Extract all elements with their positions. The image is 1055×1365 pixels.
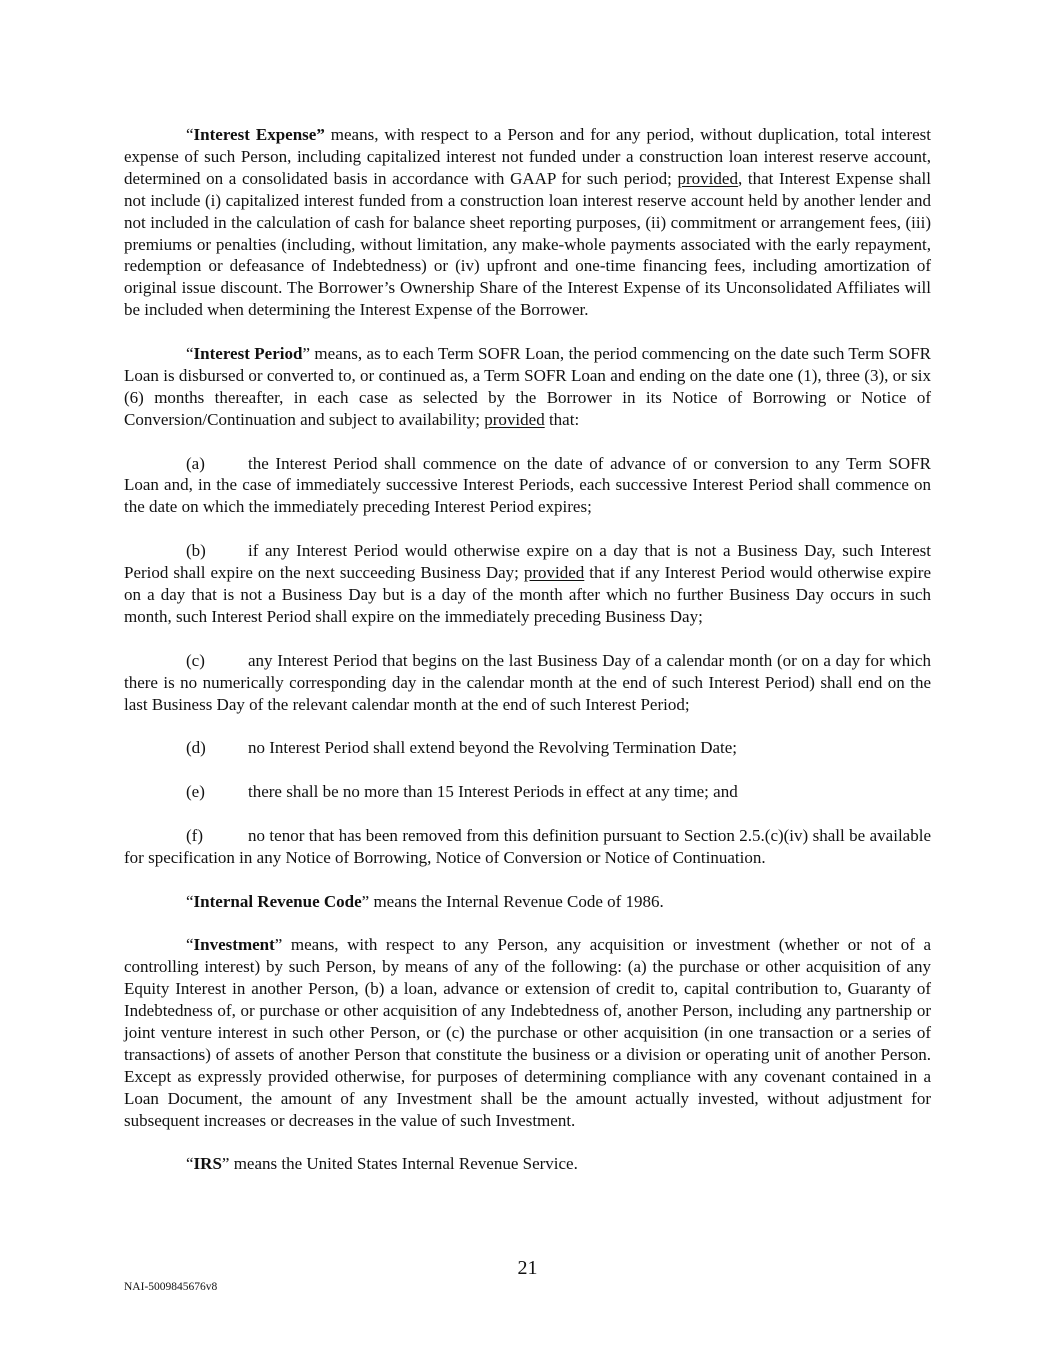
clause-label: (a) [186,453,205,473]
document-body [124,124,931,1175]
clause-label: (d) [186,738,206,758]
clause-a [124,453,931,519]
clause-d [124,737,931,759]
definition-text: means, with respect to a Person and for any period, without duplication, total interest expense of such Person, including capitalized interest not funded under a construction loan interest reserve account, determined on a consolidated basis in accordance with GAAP for such period; [124,125,931,188]
open-quote: “ [186,344,194,364]
clause-b [124,540,931,628]
clause-label: (f) [186,825,203,845]
document-id: NAI-5009845676v8 [124,1281,218,1293]
clause-text: any Interest Period that begins on the last Business Day of a calendar month (or on a day for which there is no numerically corresponding day in the calendar month at the end of such Interest Period) shall end on the last Business Day of the relevant calendar month at the end of such Interest Period; [124,650,931,714]
page-number: 21 [517,1257,538,1279]
definition-text: , that Interest Expense shall not include (i) capitalized interest funded from a construction loan interest reserve account held by another lender and not included in the calculation of cash for balance sheet reporting purposes, (ii) commitment or arrangement fees, (iii) premiums or penalties (including, without limitation, any make-whole payments associated with the early repayment, redemption or defeasance of Indebtedness) or (iv) upfront and one-time financing fees, including amortization of original issue discount. The Borrower’s Ownership Share of the Interest Expense of its Unconsolidated Affiliates will be included when determining the Interest Expense of the Borrower. [124,168,932,320]
clause-f [124,825,931,869]
provided-underlined: provided [677,168,738,188]
clause-text: no tenor that has been removed from this definition pursuant to Section 2.5.(c)(iv) shall be available for specification in any Notice of Borrowing, Notice of Conversion or Notice of Continuation. [124,825,931,867]
definition-irs [124,1153,931,1175]
defined-term: Investment [193,935,275,955]
definition-text: that: [544,409,580,429]
definition-text: means, with respect to any Person, any acquisition or investment (whether or not of a controlling interest) by such Person, by means of any of the following: (a) the purchase or other acquisition of any Equity Interest in another Person, (b) a loan, advance or extension of credit to, capital contribution to, Guaranty of Indebtedness of, or purchase or other acquisition of any Indebtedness of, another Person, including any partnership or joint venture interest in such other Person, or (c) the purchase or other acquisition (in one transaction or a series of transactions) of assets of another Person that constitute the business or a division or operating unit of another Person. Except as expressly provided otherwise, for purposes of determining compliance with any covenant contained in a Loan Document, the amount of any Investment shall be the amount actually invested, without adjustment for subsequent increases or decreases in the value of such Investment. [124,935,931,1130]
definition-interest-period [124,343,931,431]
open-quote: “ [186,935,194,955]
open-quote: “ [186,891,194,911]
defined-term: Interest Period [193,344,303,364]
clause-c [124,650,931,716]
clause-label: (c) [186,650,205,670]
close-quote: ” [361,891,370,911]
definition-text: means, as to each Term SOFR Loan, the period commencing on the date such Term SOFR Loan is disbursed or converted to, or continued as, a Term SOFR Loan and ending on the date one (1), three (3), or six (6) months thereafter, in each case as selected by the Borrower in its Notice of Borrowing or Notice of Conversion/Continuation and subject to availability; [124,344,931,429]
open-quote: “ [186,125,194,144]
provided-underlined: provided [523,563,585,583]
close-quote: ” [302,344,311,364]
open-quote: “ [186,1154,194,1174]
clause-text: the Interest Period shall commence on the date of advance of or conversion to any Term SOFR Loan and, in the case of immediately successive Interest Periods, each successive Interest Period shall commence on the date on which the immediately preceding Interest Period expires; [124,453,931,517]
definition-text: means the Internal Revenue Code of 1986. [369,891,664,911]
clause-label: (b) [186,541,206,561]
definition-text: means the United States Internal Revenue Service. [229,1154,578,1174]
clause-text: no Interest Period shall extend beyond the Revolving Termination Date; [248,738,738,758]
defined-term: Interest Expense [193,125,317,144]
definition-internal-revenue-code [124,891,931,913]
clause-e [124,781,931,803]
provided-underlined: provided [484,409,545,429]
clause-label: (e) [186,782,205,802]
clause-text: that if any Interest Period would otherwise expire on a day that is not a Business Day but is a day of the month after which no further Business Day occurs in such month, such Interest Period shall expire on the immediately preceding Business Day; [124,563,931,626]
definition-investment [124,934,931,1131]
close-quote: ” [221,1154,230,1174]
close-quote: ” [316,125,325,144]
definition-interest-expense [124,124,931,321]
clause-text: there shall be no more than 15 Interest Periods in effect at any time; and [248,782,738,802]
clause-text: if any Interest Period would otherwise expire on a day that is not a Business Day, such Interest Period shall expire on the next succeeding Business Day; [124,541,931,583]
close-quote: ” [274,935,283,955]
defined-term: IRS [193,1154,222,1174]
defined-term: Internal Revenue Code [193,891,362,911]
